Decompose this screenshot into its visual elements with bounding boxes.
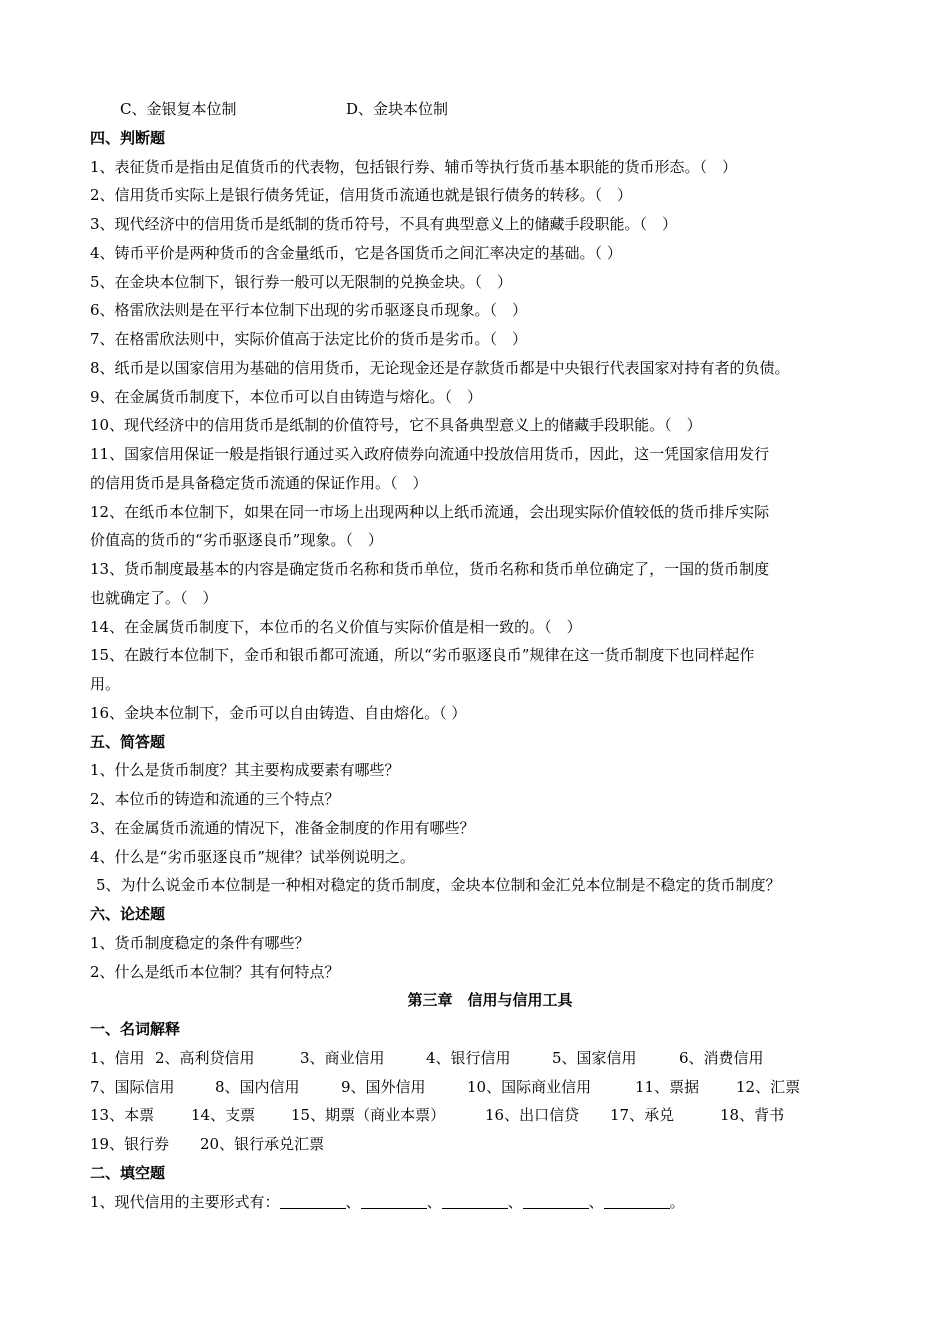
- list-item: 12、在纸币本位制下，如果在同一市场上出现两种以上纸币流通，会出现实际价值较低的货币排斥实际: [90, 502, 770, 521]
- list-item: 6、格雷欣法则是在平行本位制下出现的劣币驱逐良币现象。（ ）: [90, 301, 528, 320]
- section-heading-short-answer: 五、简答题: [90, 732, 166, 751]
- term: 18、背书: [720, 1106, 785, 1125]
- options-line: [90, 95, 890, 124]
- option-c: C、金银复本位制: [120, 100, 237, 118]
- list-item: 5、为什么说金币本位制是一种相对稳定的货币制度，金块本位制和金汇兑本位制是不稳定的货币制度？: [96, 876, 781, 895]
- list-item: 2、信用货币实际上是银行债务凭证，信用货币流通也就是银行债务的转移。（ ）: [90, 186, 633, 205]
- terms-row: [90, 1073, 890, 1102]
- term: 12、汇票: [736, 1077, 801, 1096]
- term: 4、银行信用: [426, 1048, 511, 1067]
- fill-question: [90, 1188, 890, 1217]
- term: 2、高利贷信用: [155, 1048, 255, 1067]
- term: 8、国内信用: [215, 1077, 300, 1096]
- section-heading-essay: 六、论述题: [90, 905, 166, 923]
- short-answer-list: [90, 756, 890, 900]
- list-item: 4、铸币平价是两种货币的含金量纸币，它是各国货币之间汇率决定的基础。（ ）: [90, 243, 622, 262]
- list-item: 也就确定了。（ ）: [90, 588, 218, 607]
- separator: 、: [426, 1192, 442, 1211]
- end-mark: 。: [669, 1192, 685, 1211]
- term: 14、支票: [191, 1106, 256, 1125]
- section-heading-fill: 二、填空题: [90, 1163, 166, 1182]
- list-item: 1、什么是货币制度？其主要构成要素有哪些？: [90, 761, 400, 780]
- list-item: 11、国家信用保证一般是指银行通过买入政府债券向流通中投放信用货币，因此，这一凭国家信用发行: [90, 445, 770, 463]
- list-item: 2、本位币的铸造和流通的三个特点？: [90, 790, 340, 808]
- option-d: D、金块本位制: [346, 100, 449, 118]
- list-item: 1、表征货币是指由足值货币的代表物，包括银行券、辅币等执行货币基本职能的货币形态。（ ）: [90, 157, 738, 176]
- term: 5、国家信用: [552, 1048, 637, 1067]
- terms-row: [90, 1101, 890, 1130]
- list-item: 15、在跛行本位制下，金币和银币都可流通，所以“劣币驱逐良币”规律在这一货币制度下也同样起作: [90, 646, 755, 665]
- list-item: 用。: [90, 675, 121, 693]
- answer-blank[interactable]: [523, 1207, 589, 1209]
- term: 1、信用: [90, 1048, 145, 1067]
- list-item: 价值高的货币的“劣币驱逐良币”现象。（ ）: [90, 531, 383, 550]
- term: 9、国外信用: [341, 1077, 426, 1096]
- terms-grid: [90, 1044, 890, 1159]
- list-item: 14、在金属货币制度下，本位币的名义价值与实际价值是相一致的。（ ）: [90, 617, 582, 636]
- document-page: [90, 95, 890, 1216]
- term: 6、消费信用: [679, 1048, 764, 1067]
- term: 15、期票（商业本票）: [291, 1106, 446, 1125]
- list-item: 4、什么是“劣币驱逐良币”规律？试举例说明之。: [90, 847, 415, 866]
- fill-question-prefix: 1、现代信用的主要形式有：: [90, 1192, 280, 1211]
- separator: 、: [588, 1192, 604, 1211]
- term: 3、商业信用: [300, 1048, 385, 1067]
- answer-blank[interactable]: [442, 1207, 508, 1209]
- term: 20、银行承兑汇票: [200, 1135, 325, 1153]
- term: 17、承兑: [610, 1106, 675, 1125]
- list-item: 8、纸币是以国家信用为基础的信用货币，无论现金还是存款货币都是中央银行代表国家对持有者的负债。: [90, 358, 790, 377]
- list-item: 3、在金属货币流通的情况下，准备金制度的作用有哪些？: [90, 818, 475, 837]
- list-item: 1、货币制度稳定的条件有哪些？: [90, 933, 310, 952]
- list-item: 16、金块本位制下，金币可以自由铸造、自由熔化。（ ）: [90, 703, 467, 722]
- list-item: 3、现代经济中的信用货币是纸制的货币符号，不具有典型意义上的储藏手段职能。（ ）: [90, 215, 678, 233]
- term: 11、票据: [635, 1077, 700, 1096]
- judgment-list: [90, 153, 890, 728]
- list-item: 2、什么是纸币本位制？其有何特点？: [90, 962, 340, 981]
- term: 16、出口信贷: [485, 1106, 580, 1125]
- list-item: 7、在格雷欣法则中，实际价值高于法定比价的货币是劣币。（ ）: [90, 330, 528, 348]
- section-heading-judgment: 四、判断题: [90, 128, 166, 147]
- answer-blank[interactable]: [361, 1207, 427, 1209]
- terms-row: [90, 1130, 890, 1159]
- answer-blank[interactable]: [604, 1207, 670, 1209]
- term: 19、银行券: [90, 1135, 170, 1153]
- list-item: 5、在金块本位制下，银行券一般可以无限制的兑换金块。（ ）: [90, 272, 513, 291]
- list-item: 13、货币制度最基本的内容是确定货币名称和货币单位，货币名称和货币单位确定了，一国的货币制度: [90, 560, 770, 578]
- list-item: 的信用货币是具备稳定货币流通的保证作用。（ ）: [90, 473, 428, 492]
- essay-list: [90, 929, 890, 987]
- section-heading-terms: 一、名词解释: [90, 1020, 181, 1038]
- answer-blank[interactable]: [280, 1207, 346, 1209]
- separator: 、: [345, 1192, 361, 1211]
- terms-row: [90, 1044, 890, 1073]
- list-item: 9、在金属货币制度下，本位币可以自由铸造与熔化。（ ）: [90, 387, 483, 406]
- separator: 、: [507, 1192, 523, 1211]
- term: 13、本票: [90, 1106, 155, 1125]
- list-item: 10、现代经济中的信用货币是纸制的价值符号，它不具备典型意义上的储藏手段职能。（ ）: [90, 416, 702, 435]
- term: 7、国际信用: [90, 1077, 175, 1096]
- chapter-title: 第三章 信用与信用工具: [407, 991, 573, 1010]
- term: 10、国际商业信用: [467, 1077, 592, 1096]
